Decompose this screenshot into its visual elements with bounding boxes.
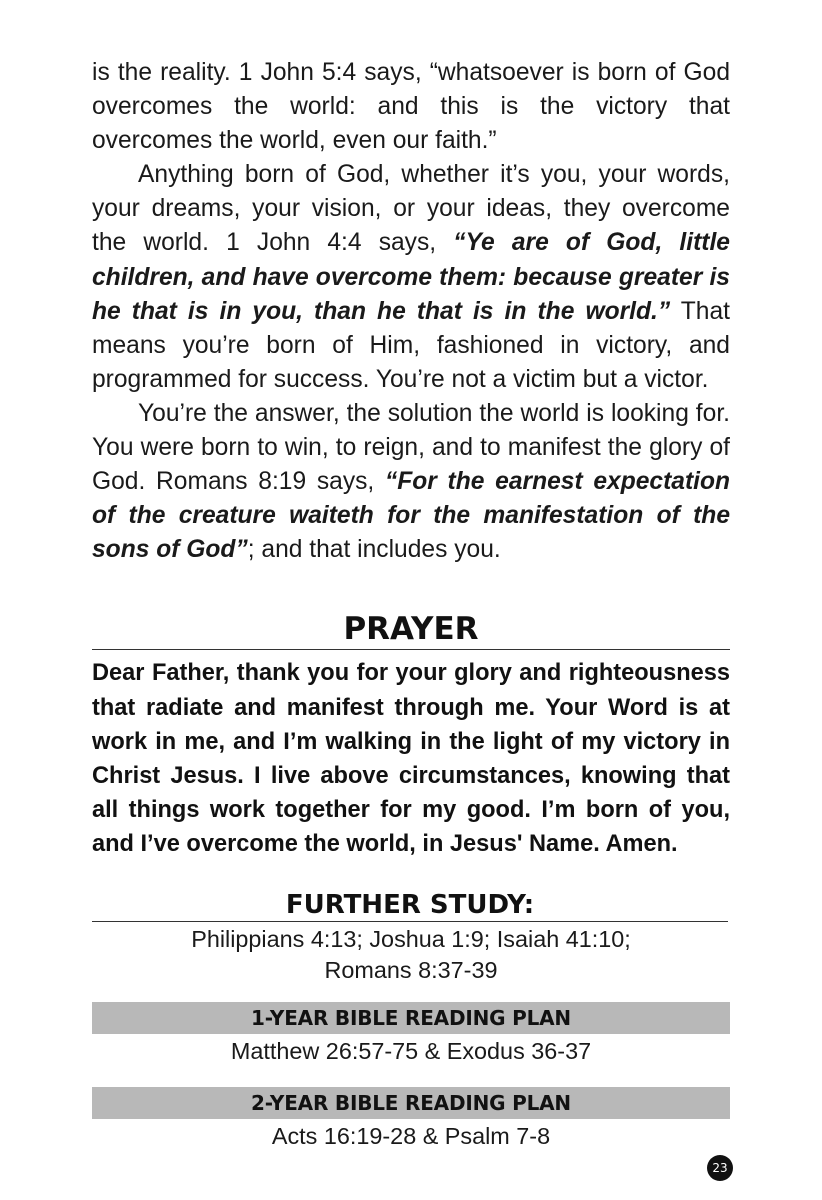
body-paragraph-2 [92, 158, 730, 397]
further-study-references [92, 924, 730, 986]
prayer-text: Dear Father, thank you for your glory and righteousness that radiate and manifest through me. Your Word is at work in me, and I’m walking in the light of my victory in Christ Jesus. I live above circumstances, knowing that all things work together for my good. I’m born of you, and I’ve overcome the world, in Jesus' Name. Amen. [92, 660, 730, 858]
one-year-plan-heading: 1-YEAR BIBLE READING PLAN [92, 1002, 730, 1034]
devotional-page [92, 56, 730, 1152]
page-number-badge: 23 [707, 1155, 733, 1181]
scripture-quote-romans-8-19: “For the earnest expectation of the creature waiteth for the manifestation of the sons of God” [92, 468, 731, 564]
further-study-line-1: Philippians 4:13; Joshua 1:9; Isaiah 41:10; [191, 925, 631, 952]
further-study-heading: FURTHER STUDY: [92, 890, 728, 922]
two-year-plan-heading: 2-YEAR BIBLE READING PLAN [92, 1087, 730, 1119]
body-paragraph-3 [92, 397, 730, 567]
body-text-span: Anything born of God, whether it’s you, your words, your dreams, your vision, or your ideas, they overcome the world. 1 John 4:4 says, [92, 161, 730, 257]
further-study-line-2: Romans 8:37-39 [324, 956, 498, 983]
body-text-span: ; and that includes you. [247, 536, 501, 564]
scripture-quote-1john-4-4: “Ye are of God, little children, and have overcome them: because greater is he that is in you, than he that is in the world.” [92, 229, 730, 325]
prayer-heading: PRAYER [92, 611, 730, 650]
body-text-span: That means you’re born of Him, fashioned in victory, and programmed for success. You’re not a victim but a victor. [92, 297, 730, 393]
one-year-plan-reading: Matthew 26:57-75 & Exodus 36-37 [230, 1037, 592, 1064]
body-paragraph-1: is the reality. 1 John 5:4 says, “whatsoever is born of God overcomes the world: and this is the victory that overcomes the world, even our faith.” [92, 59, 730, 155]
body-text-span: You’re the answer, the solution the world is looking for. You were born to win, to reign, and to manifest the glory of God. Romans 8:19 says, [92, 399, 730, 496]
two-year-plan-reading: Acts 16:19-28 & Psalm 7-8 [271, 1122, 551, 1149]
devotional-body [92, 56, 730, 567]
